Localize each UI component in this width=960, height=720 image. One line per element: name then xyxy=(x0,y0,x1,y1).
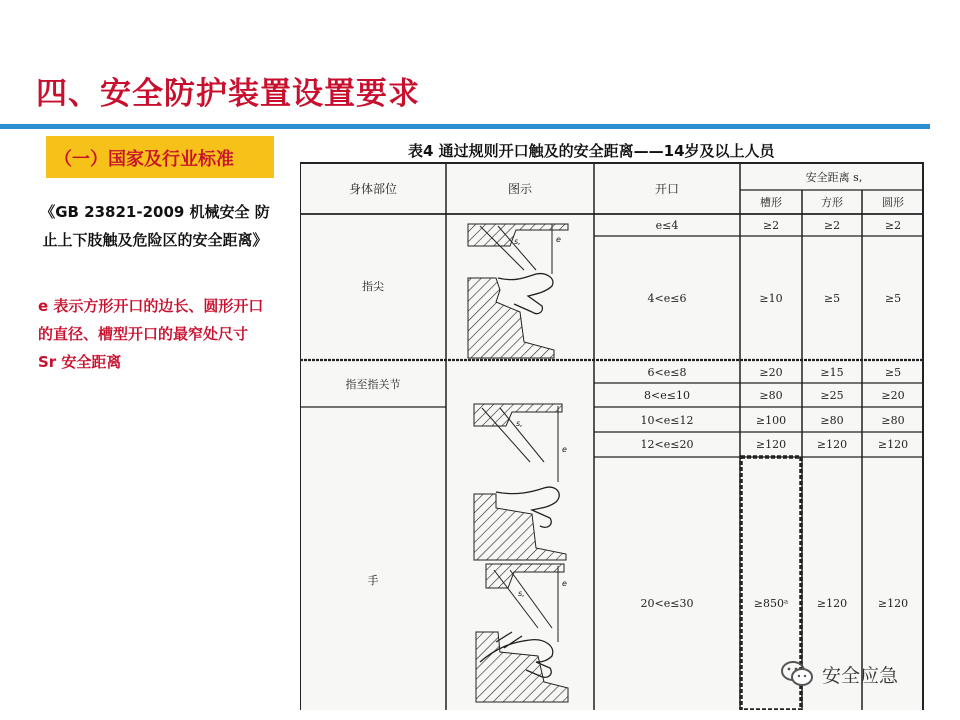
wechat-icon xyxy=(780,660,814,688)
round-cell: ≥20 xyxy=(881,389,905,402)
square-cell: ≥120 xyxy=(816,597,848,610)
sr-label: s, xyxy=(518,589,525,598)
slot-cell: ≥100 xyxy=(755,414,787,427)
square-cell: ≥80 xyxy=(820,414,844,427)
round-cell: ≥2 xyxy=(884,219,902,232)
square-cell: ≥120 xyxy=(816,438,848,451)
fingertip-illustration xyxy=(468,224,568,358)
header-safety-distance: 安全距离 s, xyxy=(805,171,863,184)
wechat-watermark xyxy=(780,660,898,688)
header-round: 圆形 xyxy=(882,196,904,209)
safety-distance-table xyxy=(300,162,924,710)
slot-cell: ≥850ᵃ xyxy=(753,597,789,610)
square-cell: ≥2 xyxy=(823,219,841,232)
body-part-finger-to-knuckle: 指至指关节 xyxy=(345,378,401,391)
title-underline xyxy=(0,124,930,129)
header-illustration: 图示 xyxy=(507,182,533,196)
slot-cell: ≥10 xyxy=(759,292,783,305)
e-label: e xyxy=(562,445,567,454)
opening-cell: 4<e≤6 xyxy=(647,292,687,305)
square-cell: ≥15 xyxy=(820,366,844,379)
table-grid xyxy=(300,162,924,710)
section-badge xyxy=(46,136,274,178)
round-cell: ≥80 xyxy=(881,414,905,427)
e-label: e xyxy=(556,235,561,244)
round-cell: ≥120 xyxy=(877,438,909,451)
square-cell: ≥25 xyxy=(820,389,844,402)
slot-cell: ≥2 xyxy=(762,219,780,232)
opening-cell: e≤4 xyxy=(655,219,679,232)
header-square: 方形 xyxy=(821,196,843,209)
table-scan-svg xyxy=(300,162,924,710)
opening-cell: 6<e≤8 xyxy=(647,366,687,379)
round-cell: ≥120 xyxy=(877,597,909,610)
square-cell: ≥5 xyxy=(823,292,841,305)
opening-cell: 10<e≤12 xyxy=(640,414,694,427)
slot-cell: ≥120 xyxy=(755,438,787,451)
note-line-3: Sr 安全距离 xyxy=(38,353,122,371)
standard-name-line1: 《GB 23821-2009 机械安全 防 xyxy=(40,203,270,221)
finger-knuckle-illustration xyxy=(474,404,567,560)
header-opening: 开口 xyxy=(654,182,680,196)
hand-illustration xyxy=(476,564,568,702)
sr-label: s, xyxy=(516,419,523,428)
opening-cell: 8<e≤10 xyxy=(644,389,690,402)
watermark-label: 安全应急 xyxy=(822,664,899,687)
header-slot: 槽形 xyxy=(760,196,782,209)
round-cell: ≥5 xyxy=(884,366,902,379)
table-caption: 表4 通过规则开口触及的安全距离——14岁及以上人员 xyxy=(408,142,775,160)
standard-name-line2: 止上下肢触及危险区的安全距离》 xyxy=(42,231,268,249)
body-part-fingertip: 指尖 xyxy=(362,280,384,293)
slot-cell: ≥20 xyxy=(759,366,783,379)
note-line-1: e 表示方形开口的边长、圆形开口 xyxy=(38,297,264,315)
opening-cell: 20<e≤30 xyxy=(640,597,694,610)
definition-note xyxy=(38,292,298,376)
sr-label: s, xyxy=(514,237,521,246)
standard-name xyxy=(24,198,286,254)
slot-cell: ≥80 xyxy=(759,389,783,402)
round-cell: ≥5 xyxy=(884,292,902,305)
header-body-part: 身体部位 xyxy=(348,182,398,196)
slide-title: 四、安全防护装置设置要求 xyxy=(36,76,420,112)
opening-cell: 12<e≤20 xyxy=(640,438,694,451)
section-badge-label: （一）国家及行业标准 xyxy=(54,149,234,170)
body-part-hand: 手 xyxy=(367,574,379,587)
note-line-2: 的直径、槽型开口的最窄处尺寸 xyxy=(38,325,249,343)
e-label: e xyxy=(562,579,567,588)
